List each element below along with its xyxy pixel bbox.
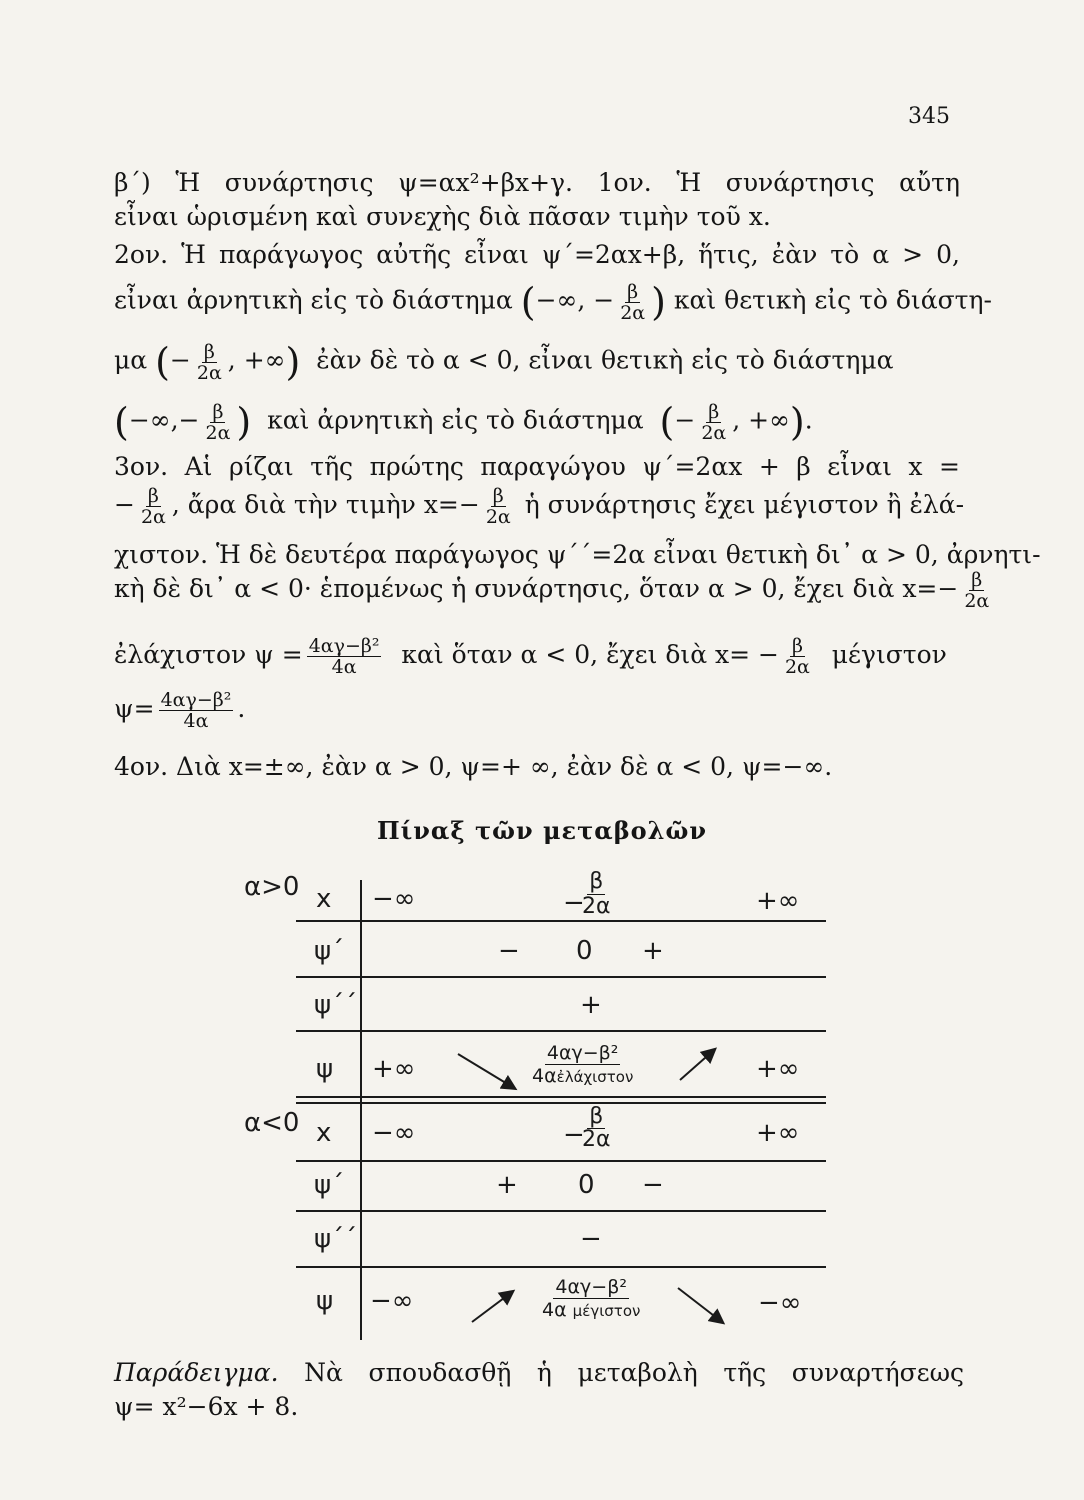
text-line-7: 3ον. Αἱ ρίζαι τῆς πρώτης παραγώγου ψ΄=2αx + β εἶναι x = [114,452,960,481]
frac-den: 2α [582,894,611,919]
fraction [195,342,224,383]
frac-den: 2α [196,361,222,384]
frac-den: 2α [964,590,990,612]
paren-close: ) [789,400,805,444]
text-span: ψ= [114,694,155,723]
condition-alpha-positive: α>0 [244,872,300,902]
text-span: +∞ [243,345,286,375]
frac-den: 2α [140,506,166,528]
fraction [783,636,812,677]
arrow-decreasing [678,1288,722,1322]
table-title: Πίναξ τῶν μεταβολῶν [376,816,708,845]
frac-den: 4α [331,656,357,678]
frac-num: β [492,485,504,507]
cell-minus-infinity: −∞ [758,1288,802,1318]
label-x: x [316,1118,332,1148]
arrow-increasing [680,1050,714,1080]
paren-close: ) [236,400,252,444]
example-function: ψ= x²−6x + 8. [114,1392,299,1421]
annotation-minimum: ἐλάχιστον [556,1068,634,1086]
frac-den: 2α [485,506,511,528]
text-span: ἄρα διὰ τὴν τιμὴν x=− [187,490,480,519]
text-line-2: εἶναι ὡρισμένη καὶ συνεχὴς διὰ πᾶσαν τιμὴν τοῦ x. [114,202,771,231]
fraction [204,402,233,443]
frac-den-text: 4α [542,1299,567,1321]
text-line-13: 4ον. Διὰ x=±∞, ἐὰν α > 0, ψ=+ ∞, ἐὰν δὲ α < 0, ψ=−∞. [114,752,833,781]
text-span: καὶ ἀρνητικὴ εἰς τὸ διάστημα [267,405,644,435]
arrow-decreasing [458,1054,514,1088]
text-line-11 [114,636,960,677]
fraction [699,402,728,443]
cell-zero: 0 [578,1170,595,1200]
cell-minus-infinity: −∞ [372,884,416,914]
frac-num: β [971,569,983,591]
frac-den: 2α [582,1127,611,1152]
text-span: καὶ ὅταν α < 0, ἔχει διὰ x= − [401,640,779,669]
label-x: x [316,884,332,914]
text-span: εἶναι ἀρνητικὴ εἰς τὸ διάστημα [114,285,513,315]
label-function: ψ [316,1054,334,1084]
cell-sign: − [498,936,520,966]
text-span: κὴ δὲ δι᾽ α < 0· ἑπομένως ἡ συνάρτησις, ὅταν α > 0, ἔχει διὰ x=− [114,574,959,603]
text-line-3: 2ον. Ἡ παράγωγος αὐτῆς εἶναι ψ΄=2αx+β, ἥτις, ἐὰν τὸ α > 0, [114,240,960,269]
cell-sign: − [580,1224,602,1254]
text-line-9: χιστον. Ἡ δὲ δευτέρα παράγωγος ψ΄΄=2α εἶναι θετικὴ δι᾽ α > 0, ἀρνητι- [114,540,1041,569]
cell-minus: − [563,1120,585,1150]
frac-den: 2α [620,301,646,324]
text-span: ἐὰν δὲ τὸ α < 0, εἶναι θετικὴ εἰς τὸ διάστημα [316,345,894,375]
label-first-derivative: ψ΄ [314,936,345,966]
fraction [159,690,234,731]
frac-num: β [212,400,224,423]
paren-close: ) [651,280,666,324]
text-span: ἐλάχιστον ψ = [114,640,303,669]
frac-num: β [589,1104,604,1129]
frac-num: 4αγ−β² [555,1276,627,1298]
frac-num: β [147,485,159,507]
paren-open: ( [114,400,129,444]
cell-minus: − [563,888,585,918]
cell-minus-infinity: −∞ [370,1286,414,1316]
text-span: −∞,− [128,405,200,435]
text-line-5: μα (− $\frac{\beta}{2\alpha}$ , +∞) ἐὰν δὲ τὸ α < 0, εἶναι θετικὴ εἰς τὸ διάστημα [114,340,894,384]
text-line-1: β΄) Ἡ συνάρτησις ψ=αx²+βx+γ. 1ον. Ἡ συνάρτησις αὔτη [114,168,960,197]
frac-num: β [203,340,215,363]
paren-open: ( [155,340,170,384]
cell-sign: − [642,1170,664,1200]
cell-plus-infinity: +∞ [756,1118,800,1148]
text-line-12: ψ= $\frac{\text{4αγ−β²}}{4\alpha}$ . [114,689,246,732]
paren-open: ( [520,280,536,324]
text-span: +∞ [748,405,790,435]
text-line-6: (−∞,− $\frac{\beta}{2\alpha}$ ) καὶ ἀρνητικὴ εἰς τὸ διάστημα (− $\frac{\beta}{2\alpha}$ , +∞). [114,400,813,444]
cell-sign: + [580,990,602,1020]
frac-den: 2α [701,421,727,444]
condition-alpha-negative: α<0 [244,1108,300,1138]
page-number: 345 [908,104,950,129]
example-line [114,1358,964,1387]
frac-num: 4αγ−β² [546,1042,619,1064]
frac-den-text: 4α [532,1065,557,1087]
cell-minus-infinity: −∞ [372,1118,416,1148]
text-line-4 [114,280,992,324]
cell-sign: + [496,1170,518,1200]
label-second-derivative: ψ΄΄ [314,1224,358,1254]
example-text: Νὰ σπουδασθῇ ἡ μεταβολὴ τῆς συναρτήσεως [304,1358,964,1387]
annotation-maximum: μέγιστον [572,1302,641,1320]
frac-num: β [589,869,604,894]
cell-zero: 0 [576,936,593,966]
text-span: ἡ συνάρτησις ἔχει μέγιστον ἢ ἐλά- [524,490,965,519]
frac-den: 4α [183,710,209,732]
arrow-increasing [472,1292,512,1322]
cell-plus-infinity: +∞ [372,1054,416,1084]
variation-table [236,870,836,1340]
frac-num: β [627,280,639,303]
frac-num: β [791,635,803,657]
variation-arrows [236,870,836,1340]
paren-open: ( [659,400,675,444]
paren-close: ) [285,340,301,384]
cell-plus-infinity: +∞ [756,1054,800,1084]
frac-den: 2α [784,656,810,678]
text-span: μέγιστον [831,640,947,669]
label-second-derivative: ψ΄΄ [314,990,358,1020]
frac-den: 2α [205,421,231,444]
frac-num: β [708,400,720,423]
text-span: μα [114,345,148,375]
text-line-8: − $\frac{\beta}{2\alpha}$ , ἄρα διὰ τὴν τιμὴν x=− $\frac{\beta}{2\alpha}$ ἡ συνάρτησις ἔχει μέγιστον ἢ ἐλά- [114,485,965,528]
cell-sign: + [642,936,664,966]
label-first-derivative: ψ΄ [314,1170,345,1200]
fraction [484,486,513,527]
fraction [962,570,991,611]
fraction [618,282,647,323]
cell-plus-infinity: +∞ [756,886,800,916]
frac-num: 4αγ−β² [160,689,232,711]
fraction [307,636,382,677]
example-label: Παράδειγμα. [114,1358,279,1387]
text-span: καὶ θετικὴ εἰς τὸ διάστη- [673,285,992,315]
frac-num: 4αγ−β² [308,635,380,657]
text-span: −∞, − [535,285,615,315]
label-function: ψ [316,1286,334,1316]
fraction [139,486,168,527]
